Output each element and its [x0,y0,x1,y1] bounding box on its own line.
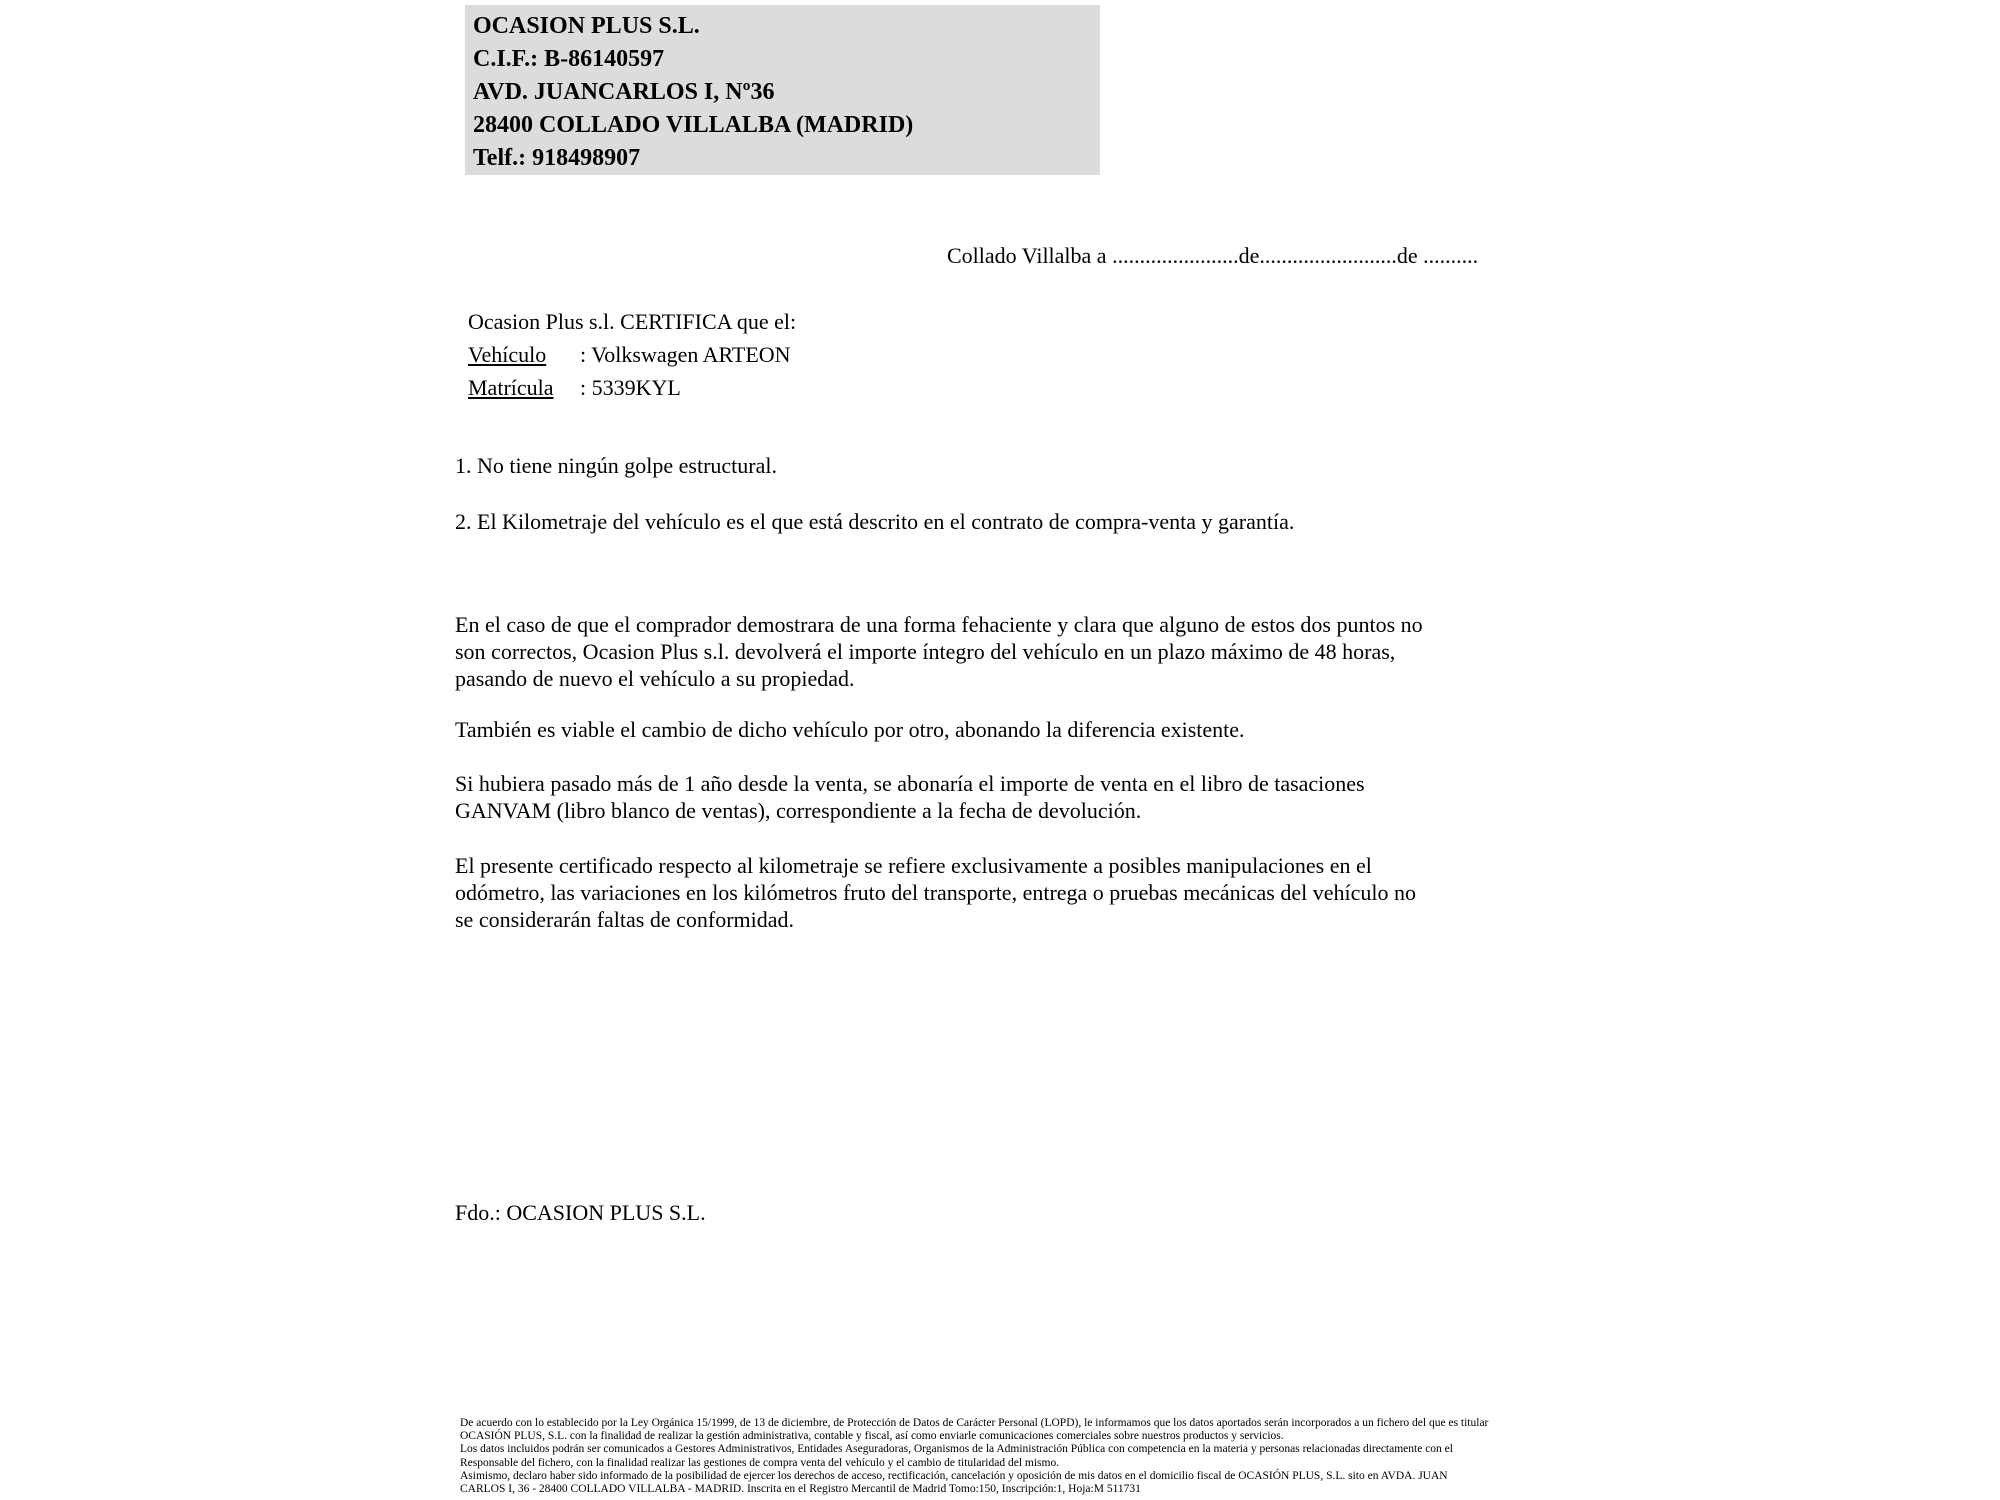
company-city: 28400 COLLADO VILLALBA (MADRID) [473,112,914,138]
paragraph-line: También es viable el cambio de dicho vehículo por otro, abonando la diferencia existente. [455,717,1245,742]
certification-block [468,305,796,404]
plate-label: Matrícula [468,375,554,400]
company-phone: Telf.: 918498907 [473,145,641,171]
paragraph-line: odómetro, las variaciones en los kilómetros fruto del transporte, entrega o pruebas mecánicas del vehículo no [455,880,1416,905]
paragraph-line: GANVAM (libro blanco de ventas), correspondiente a la fecha de devolución. [455,798,1142,823]
refund-paragraph [455,611,1423,692]
paragraph-line: El presente certificado respecto al kilometraje se refiere exclusivamente a posibles manipulaciones en el [455,853,1372,878]
date-line: Collado Villalba a .......................de.........................de .......... [947,243,1479,268]
legal-line: Responsable del fichero, con la finalidad realizar las gestiones de compra venta del vehículo y el cambio de titularidad del mismo. [460,1456,1060,1469]
legal-notice [460,1417,1488,1496]
odometer-paragraph [455,852,1416,933]
paragraph-line: En el caso de que el comprador demostrara de una forma fehaciente y clara que alguno de estos dos puntos no [455,612,1423,637]
legal-line: OCASIÓN PLUS, S.L. con la finalidad de realizar la gestión administrativa, contable y fiscal, así como enviarle comunicaciones comerciales sobre nuestros productos y servicios. [460,1430,1284,1443]
legal-line: CARLOS I, 36 - 28400 COLLADO VILLALBA - MADRID. Inscrita en el Registro Mercantil de Madrid Tomo:150, Inscripción:1, Hoja:M 511731 [460,1483,1141,1496]
certified-point-1: 1. No tiene ningún golpe estructural. [455,453,777,478]
plate-row [468,371,796,404]
ganvam-paragraph [455,770,1365,824]
signature-line: Fdo.: OCASION PLUS S.L. [455,1200,706,1225]
vehicle-row [468,338,796,371]
paragraph-line: Si hubiera pasado más de 1 año desde la venta, se abonaría el importe de venta en el libro de tasaciones [455,771,1365,796]
company-name: OCASION PLUS S.L. [473,13,700,39]
legal-line: De acuerdo con lo establecido por la Ley Orgánica 15/1999, de 13 de diciembre, de Protección de Datos de Carácter Personal (LOPD), le informamos que los datos aportados serán incorporados a un fichero del que es titular [460,1417,1489,1429]
paragraph-line: pasando de nuevo el vehículo a su propiedad. [455,666,855,691]
certified-point-2: 2. El Kilometraje del vehículo es el que está descrito en el contrato de compra-venta y garantía. [455,509,1295,534]
letterhead [465,5,1100,175]
paragraph-line: son correctos, Ocasion Plus s.l. devolverá el importe íntegro del vehículo en un plazo máximo de 48 horas, [455,639,1396,664]
vehicle-value: : Volkswagen ARTEON [580,342,791,367]
certification-intro: Ocasion Plus s.l. CERTIFICA que el: [468,309,797,334]
company-cif: C.I.F.: B-86140597 [473,46,665,72]
company-address: AVD. JUANCARLOS I, Nº36 [473,79,775,105]
plate-value: : 5339KYL [580,375,681,400]
legal-line: Los datos incluidos podrán ser comunicados a Gestores Administrativos, Entidades Aseguradoras, Organismos de la Administración Pública con competencia en la materia y personas relacionadas directamente con el [460,1443,1453,1456]
exchange-paragraph [455,716,1245,743]
paragraph-line: se considerarán faltas de conformidad. [455,907,795,932]
vehicle-label: Vehículo [468,342,547,367]
legal-line: Asimismo, declaro haber sido informado de la posibilidad de ejercer los derechos de acceso, rectificación, cancelación y oposición de mis datos en el domicilio fiscal de OCASIÓN PLUS, S.L. sito en AVDA. JUAN [460,1469,1448,1482]
